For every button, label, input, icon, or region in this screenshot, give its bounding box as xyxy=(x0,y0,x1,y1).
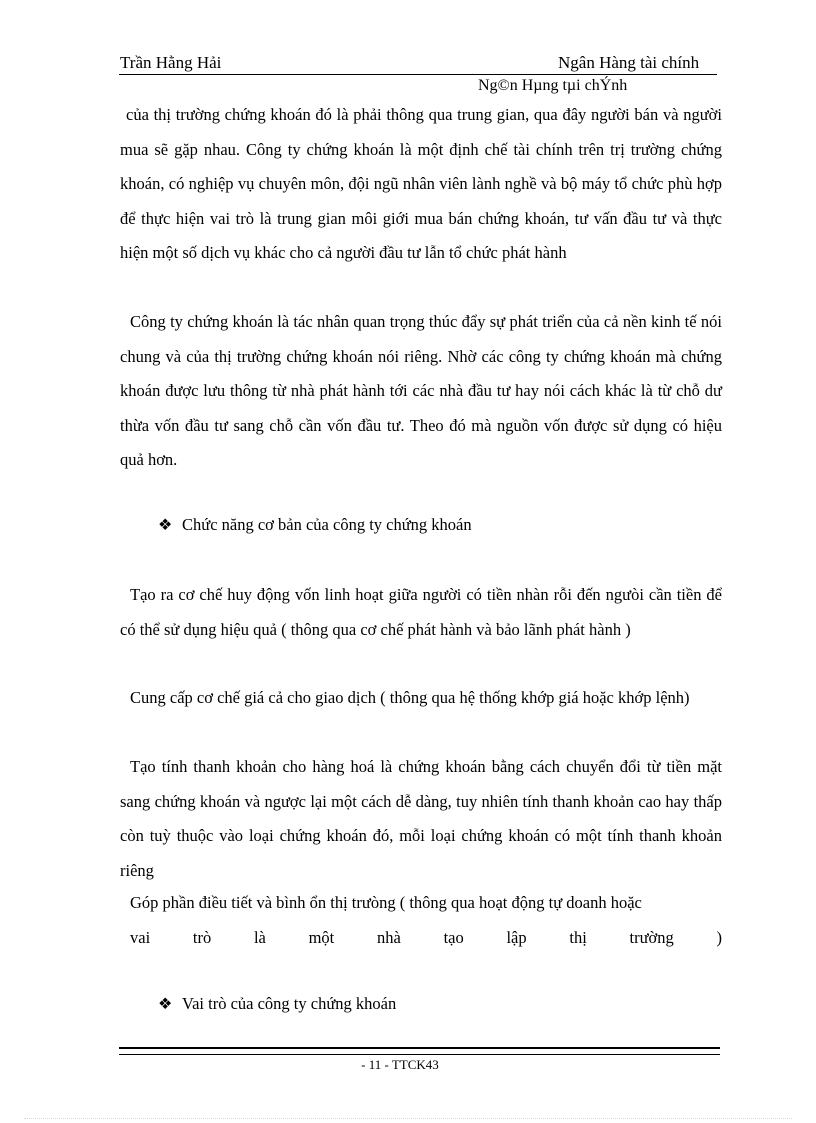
page-edge xyxy=(24,1118,792,1119)
footer-page-number xyxy=(0,1057,816,1073)
function-item-4-line-2: vai trò là một nhà tạo lập thị trường ) xyxy=(130,927,722,947)
footer-page-label: - 11 - TTCK43 xyxy=(361,1057,439,1072)
function-item-4-line-1: Góp phần điều tiết và bình ổn thị trưòng ( thông qua hoạt động tự doanh hoặc xyxy=(130,893,642,912)
header-subject-garbled: Ng©n Hµng tµi chÝnh xyxy=(478,77,628,94)
section-heading-role-text: Vai trò của công ty chứng khoán xyxy=(182,994,397,1013)
header-subject: Ngân Hàng tài chính xyxy=(558,53,700,72)
function-item-3: Tạo tính thanh khoản cho hàng hoá là chứng khoán bằng cách chuyển đổi từ tiền mặt sang chứng khoán và ngược lại một cách dễ dàng, tuy nhiên tính thanh khoản cao hay thấp còn tuỳ thuộc vào loại chứng khoán đó, mỗi loại chứng khoán có một tính thanh khoản riêng xyxy=(120,757,722,880)
section-heading-functions xyxy=(158,515,472,536)
body-paragraph-1: của thị trường chứng khoán đó là phải thông qua trung gian, qua đây người bán và người mua sẽ gặp nhau. Công ty chứng khoán là một định chế tài chính trên trị trường chứng khoán, có nghiệp vụ chuyên môn, đội ngũ nhân viên lành nghề và bộ máy tổ chức phù hợp để thực hiện vai trò là trung gian môi giới mua bán chứng khoán, tư vấn đầu tư và thực hiện một số dịch vụ khác cho cả người đầu tư lẫn tổ chức phát hành xyxy=(120,105,722,262)
section-heading-functions-text: Chức năng cơ bản của công ty chứng khoán xyxy=(182,515,472,534)
footer-double-rule xyxy=(119,1047,720,1055)
section-heading-role xyxy=(158,994,396,1015)
function-item-4 xyxy=(120,886,722,955)
header-author: Trần Hằng Hải xyxy=(120,53,222,72)
body-paragraph-2: Công ty chứng khoán là tác nhân quan trọng thúc đẩy sự phát triển của cả nền kinh tế nói chung và của thị trường chứng khoán nói riêng. Nhờ các công ty chứng khoán mà chứng khoán được lưu thông từ nhà phát hành tới các nhà đầu tư hay nói cách khác là từ chỗ dư thừa vốn đầu tư sang chỗ cần vốn đầu tư. Theo đó mà nguồn vốn được sử dụng có hiệu quả hơn. xyxy=(120,312,722,469)
diamond-bullet-icon: ❖ xyxy=(158,996,173,1013)
header-rule xyxy=(119,74,717,75)
function-item-2: Cung cấp cơ chế giá cả cho giao dịch ( thông qua hệ thống khớp giá hoặc khớp lệnh) xyxy=(130,688,690,707)
diamond-bullet-icon: ❖ xyxy=(158,517,173,534)
function-item-1: Tạo ra cơ chế huy động vốn linh hoạt giữa người có tiền nhàn rỗi đến ngưòi cần tiền để có thể sử dụng hiệu quả ( thông qua cơ chế phát hành và bảo lãnh phát hành ) xyxy=(120,585,722,639)
